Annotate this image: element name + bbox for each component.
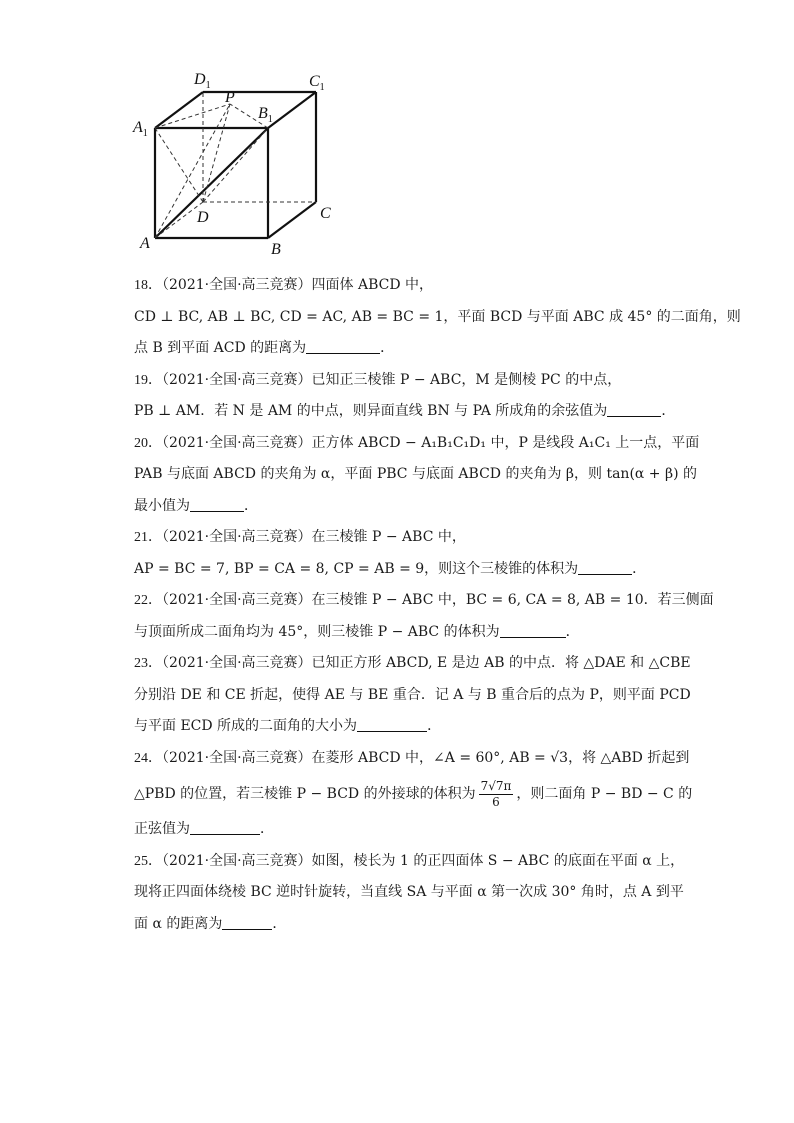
problem-number: 20． [134, 435, 162, 451]
line-end: ． [632, 560, 647, 577]
problem-line: 在三棱锥 P − ABC 中， [311, 529, 466, 545]
label-a1: $A_1$ [133, 119, 148, 139]
label-d: D [197, 209, 209, 226]
problem-line: ，则二面角 P − BD − C 的 [516, 786, 693, 802]
problem-line: 分别沿 DE 和 CE 折起，使得 AE 与 BE 重合．记 A 与 B 重合后的点为 P，则平面 PCD [134, 686, 691, 703]
hidden-segment-a1-d [155, 128, 203, 202]
answer-blank[interactable] [222, 915, 272, 930]
problem-20 [134, 428, 700, 523]
problem-22 [134, 585, 714, 648]
problem-24 [134, 743, 693, 846]
problem-23 [134, 648, 691, 743]
problem-line: 面 α 的距离为 [134, 915, 223, 932]
answer-blank[interactable] [190, 497, 244, 512]
problem-number: 19． [134, 372, 162, 388]
problem-source: （2021·全国·高三竞赛） [162, 529, 312, 545]
hidden-segment-a-p [155, 104, 230, 238]
label-p: P [225, 89, 235, 106]
problem-line: 点 B 到平面 ACD 的距离为 [134, 340, 307, 356]
problem-number: 24． [134, 750, 162, 766]
line-end: ． [380, 340, 395, 356]
problem-line: 正方体 ABCD − A₁B₁C₁D₁ 中，P 是线段 A₁C₁ 上一点，平面 [311, 434, 700, 451]
label-a: A [140, 235, 150, 252]
problem-25 [134, 846, 685, 941]
fraction-denominator: 6 [492, 794, 500, 809]
problem-line: 现将正四面体绕棱 BC 逆时针旋转，当直线 SA 与平面 α 第一次成 30° 角时，点 A 到平 [134, 884, 684, 900]
cube-diagram [128, 62, 348, 258]
answer-blank[interactable] [500, 623, 566, 638]
problem-line: 如图，棱长为 1 的正四面体 S − ABC 的底面在平面 α 上， [311, 852, 685, 869]
problem-line: 在菱形 ABCD 中，∠A = 60°, AB = √3，将 △ABD 折起到 [311, 749, 690, 766]
problem-21 [134, 522, 664, 585]
problem-number: 25． [134, 853, 162, 869]
problem-line: △PBD 的位置，若三棱锥 P − BCD 的外接球的体积为 [134, 786, 476, 802]
label-b: B [271, 241, 281, 258]
line-end: ． [272, 915, 287, 932]
cube-figure [128, 62, 348, 258]
edge-a1-d1 [155, 92, 203, 128]
problem-number: 22． [134, 593, 162, 608]
label-c1: $C_1$ [309, 73, 325, 93]
label-b1: $B_1$ [258, 105, 273, 125]
problem-list [134, 270, 741, 940]
problem-19 [134, 365, 676, 428]
problem-source: （2021·全国·高三竞赛） [162, 371, 312, 388]
line-end: ． [244, 497, 258, 514]
problem-number: 18． [134, 278, 162, 293]
problem-line: 与平面 ECD 所成的二面角的大小为 [134, 718, 358, 734]
problem-line: 最小值为 [134, 497, 190, 514]
problem-number: 21． [134, 530, 162, 545]
line-end: ． [565, 623, 580, 640]
edge-b1-c1 [268, 92, 316, 128]
volume-fraction [479, 779, 514, 810]
problem-line: PB ⊥ AM．若 N 是 AM 的中点，则异面直线 BN 与 PA 所成角的余弦值为 [134, 403, 608, 419]
fraction-numerator: 7√7π [480, 778, 512, 793]
problem-18 [134, 270, 741, 365]
edge-b-c [268, 202, 316, 238]
problem-line: 在三棱锥 P − ABC 中，BC = 6, CA = 8, AB = 10．若三侧面 [311, 592, 714, 608]
label-d1: $D_1$ [194, 71, 211, 91]
problem-line: 与顶面所成二面角均为 45°，则三棱锥 P − ABC 的体积为 [134, 623, 500, 640]
problem-line: AP = BC = 7, BP = CA = 8, CP = AB = 9，则这个三棱锥的体积为 [134, 560, 579, 577]
answer-blank[interactable] [357, 717, 427, 732]
line-end: ． [427, 718, 442, 734]
problem-line: CD ⊥ BC, AB ⊥ BC, CD = AC, AB = BC = 1，平面 BCD 与平面 ABC 成 45° 的二面角，则 [134, 308, 741, 325]
problem-line: 四面体 ABCD 中， [311, 277, 434, 293]
problem-source: （2021·全国·高三竞赛） [162, 592, 312, 608]
answer-blank[interactable] [306, 339, 380, 354]
hidden-segment-a1-p [155, 104, 230, 128]
problem-line: 已知正三棱锥 P − ABC，M 是侧棱 PC 的中点， [311, 371, 622, 388]
answer-blank[interactable] [578, 560, 632, 575]
segment-a-b1 [155, 128, 268, 238]
problem-source: （2021·全国·高三竞赛） [162, 655, 312, 671]
problem-line: 已知正方形 ABCD, E 是边 AB 的中点．将 △DAE 和 △CBE [311, 655, 691, 671]
problem-source: （2021·全国·高三竞赛） [162, 852, 312, 869]
problem-line: PAB 与底面 ABCD 的夹角为 α，平面 PBC 与底面 ABCD 的夹角为 β，则 tan(α + β) 的 [134, 466, 697, 482]
problem-line: 正弦值为 [134, 821, 190, 837]
answer-blank[interactable] [607, 402, 661, 417]
line-end: ． [661, 403, 676, 419]
label-c: C [320, 205, 331, 222]
answer-blank[interactable] [190, 820, 260, 835]
problem-source: （2021·全国·高三竞赛） [162, 277, 312, 293]
hidden-edge-a-d [155, 202, 203, 238]
line-end: ． [260, 821, 274, 837]
problem-source: （2021·全国·高三竞赛） [162, 749, 312, 766]
hidden-segment-d-p [203, 104, 230, 202]
problem-source: （2021·全国·高三竞赛） [162, 434, 312, 451]
problem-number: 23． [134, 656, 162, 671]
